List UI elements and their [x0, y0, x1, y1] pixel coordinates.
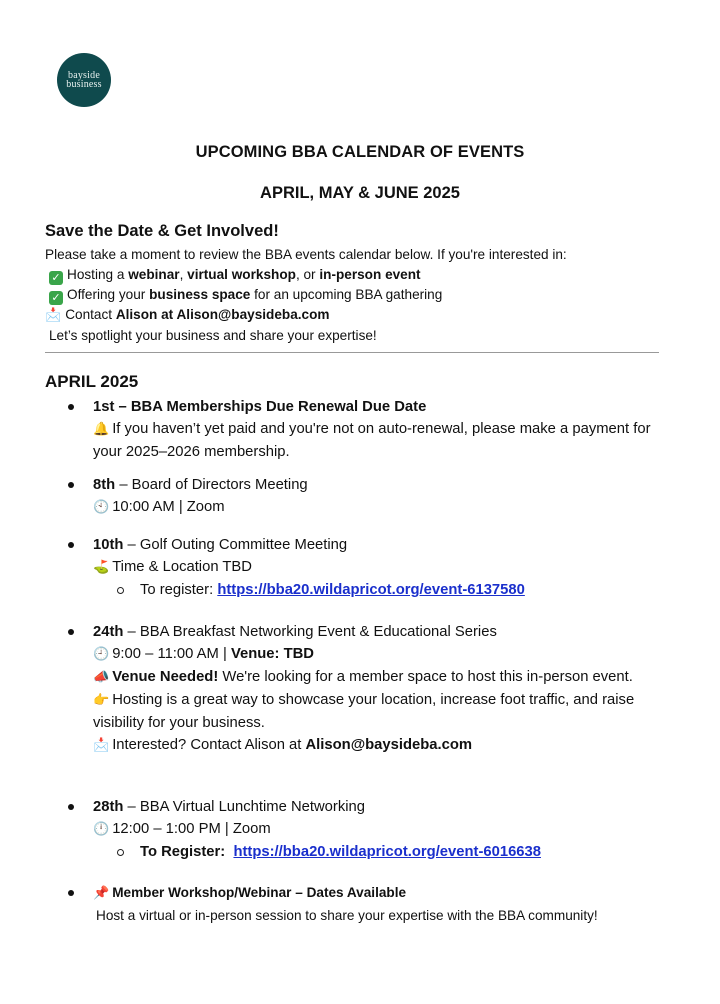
bell-icon: 🔔	[93, 422, 110, 437]
event-note: If you haven’t yet paid and you're not on auto-renewal, please make a payment for your 2025–2026 membership.	[93, 421, 651, 460]
register-link[interactable]: https://bba20.wildapricot.org/event-6016638	[233, 844, 541, 860]
intro-lead: Please take a moment to review the BBA events calendar below. If you're interested in:	[45, 247, 567, 262]
event-day: 28th	[93, 799, 124, 815]
event-day: 24th	[93, 624, 124, 640]
bullet	[68, 804, 74, 810]
event-item	[68, 796, 668, 863]
event-day: 10th	[93, 537, 124, 553]
pushpin-icon: 📌	[93, 886, 110, 901]
event-title: – BBA Breakfast Networking Event & Educational Series	[123, 624, 497, 640]
contact-email: Alison@baysideba.com	[305, 737, 473, 753]
sub-bullet	[117, 587, 124, 594]
bayside-business-logo: bayside business	[57, 53, 111, 107]
event-title: – Golf Outing Committee Meeting	[123, 537, 348, 553]
event-time: 9:00 – 11:00 AM |	[112, 646, 231, 662]
event-time: 12:00 – 1:00 PM | Zoom	[112, 821, 271, 837]
event-item: 24th – BBA Breakfast Networking Event & Educational Series 🕘 9:00 – 11:00 AM | Venue: TBD 📣 Venue Needed! We're looking for a member space to host this in-person event. 👉 Hosting is a great way to showcase your location, increase foot traffic, and raise visibility for your business. 📩 Interested? Contact Alison at Alison@baysideba.com	[68, 621, 668, 757]
check-mark-icon: ✓	[49, 271, 63, 285]
event-item	[68, 534, 668, 601]
register-link[interactable]: https://bba20.wildapricot.org/event-6137580	[217, 582, 525, 598]
check-mark-icon: ✓	[49, 291, 63, 305]
page-subtitle: APRIL, MAY & JUNE 2025	[260, 184, 460, 202]
intro-item-hosting: ✓ Hosting a webinar, virtual workshop, or in-person event	[45, 265, 685, 285]
event-item	[68, 882, 668, 927]
bullet	[68, 629, 74, 635]
sub-bullet	[117, 849, 124, 856]
pointing-hand-icon: 👉	[93, 693, 110, 708]
clock-icon: 🕙	[93, 500, 110, 515]
event-time: 10:00 AM | Zoom	[112, 499, 225, 515]
event-title: – Board of Directors Meeting	[115, 477, 308, 493]
megaphone-icon: 📣	[93, 670, 110, 685]
section-divider	[45, 352, 659, 353]
event-venue: Venue: TBD	[230, 646, 314, 662]
clock-icon: 🕘	[93, 647, 110, 662]
event-item	[68, 474, 668, 519]
envelope-icon: 📩	[45, 308, 62, 323]
intro-section	[45, 222, 685, 346]
event-title: – BBA Virtual Lunchtime Networking	[123, 799, 365, 815]
register-line: To register: https://bba20.wildapricot.org/event-6137580	[93, 579, 668, 601]
event-title: 1st – BBA Memberships Due Renewal Due Date	[93, 399, 427, 415]
event-item	[68, 396, 668, 463]
golf-flag-icon: ⛳	[93, 560, 110, 575]
intro-item-space: ✓ Offering your business space for an upcoming BBA gathering	[45, 285, 685, 305]
bullet	[68, 890, 74, 896]
event-time: Time & Location TBD	[112, 559, 252, 575]
page-title: UPCOMING BBA CALENDAR OF EVENTS	[195, 143, 525, 161]
clock-icon: 🕛	[93, 822, 110, 837]
intro-heading: Save the Date & Get Involved!	[45, 222, 279, 240]
event-note: Host a virtual or in-person session to share your expertise with the BBA community!	[96, 908, 598, 923]
intro-contact: 📩 Contact Alison at Alison@baysideba.com	[45, 307, 330, 323]
register-line: To Register: https://bba20.wildapricot.org/event-6016638	[93, 841, 668, 863]
event-title: Member Workshop/Webinar – Dates Available	[112, 885, 407, 900]
bullet	[68, 482, 74, 488]
intro-closing: Let’s spotlight your business and share your expertise!	[49, 328, 377, 343]
envelope-icon: 📩	[93, 738, 110, 753]
event-day: 8th	[93, 477, 116, 493]
month-heading: APRIL 2025	[45, 372, 139, 391]
bullet	[68, 542, 74, 548]
bullet	[68, 404, 74, 410]
